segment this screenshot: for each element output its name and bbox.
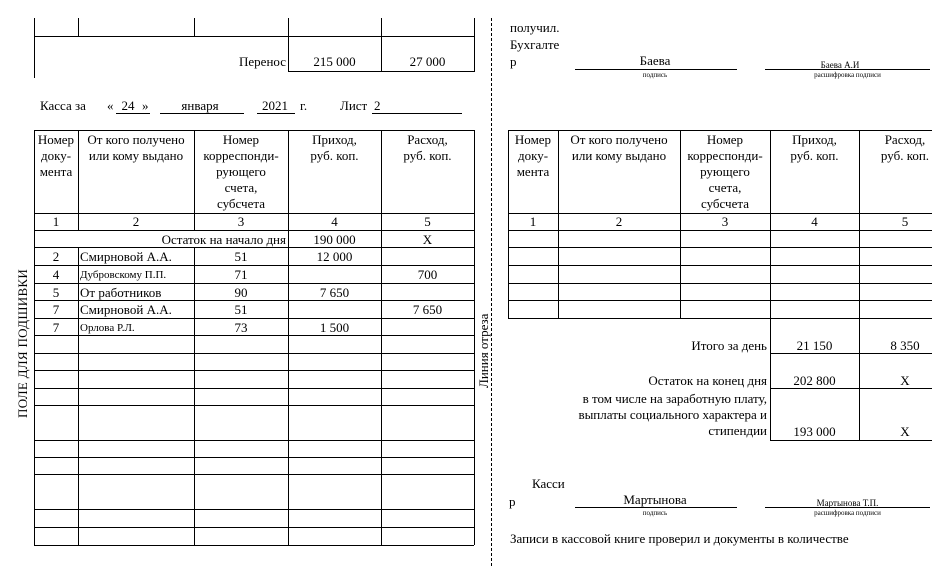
right-header-expense: Расход, руб. коп.	[880, 132, 930, 163]
right-colnum-2: 2	[615, 214, 623, 229]
opening-balance-income: 190 000	[313, 232, 356, 247]
row-3-doc: 5	[52, 285, 60, 300]
accountant-signature-caption: подпись	[642, 71, 668, 79]
left-colnum-2: 2	[132, 214, 140, 229]
row-5-who: Орлова Р.Л.	[80, 322, 135, 334]
day-total-expense: 8 350	[890, 338, 920, 353]
year-value: 2021	[262, 98, 288, 113]
row-4-expense: 7 650	[412, 302, 443, 317]
row-5-account: 73	[234, 320, 248, 335]
including-label: в том числе на заработную плату, выплаты социального характера и стипендии	[578, 391, 767, 438]
month-value: января	[181, 98, 219, 113]
right-colnum-4: 4	[811, 214, 818, 229]
closing-balance-label: Остаток на конец дня	[648, 373, 767, 388]
right-header-income: Приход, руб. коп.	[790, 132, 839, 163]
day-close-quote: »	[142, 98, 149, 113]
right-header-account: Номер корреспонди- рующего счета, субсчета	[687, 132, 763, 211]
transfer-expense: 27 000	[409, 54, 446, 69]
right-colnum-3: 3	[721, 214, 729, 229]
left-colnum-4: 4	[331, 214, 338, 229]
left-colnum-5: 5	[424, 214, 431, 229]
accountant-signature: Баева	[639, 53, 671, 68]
transfer-income: 215 000	[313, 54, 356, 69]
row-4-doc: 7	[52, 302, 60, 317]
accountant-label-2: р	[510, 54, 517, 69]
left-header-income: Приход, руб. коп.	[310, 132, 359, 163]
row-2-doc: 4	[52, 267, 60, 282]
cash-label: Касса за	[40, 98, 86, 113]
row-3-account: 90	[234, 285, 248, 300]
row-1-who: Смирновой А.А.	[80, 249, 172, 264]
right-colnum-1: 1	[529, 214, 537, 229]
transfer-label: Перенос	[239, 54, 286, 69]
left-colnum-3: 3	[237, 214, 245, 229]
row-2-who: Дубровскому П.П.	[80, 269, 167, 281]
row-1-account: 51	[234, 249, 248, 264]
opening-balance-label: Остаток на начало дня	[161, 232, 286, 247]
row-3-who: От работников	[80, 285, 162, 300]
left-header-doc-number: Номер доку- мента	[37, 132, 75, 179]
sheet-value: 2	[374, 98, 381, 113]
day-open-quote: «	[107, 98, 114, 113]
cashier-label-2: р	[509, 494, 516, 509]
day-value: 24	[121, 98, 135, 113]
cashier-signature: Мартынова	[623, 492, 687, 507]
left-colnum-1: 1	[52, 214, 60, 229]
row-1-income: 12 000	[316, 249, 353, 264]
row-4-account: 51	[234, 302, 248, 317]
left-header-account: Номер корреспонди- рующего счета, субсчета	[203, 132, 279, 211]
cashier-decode-caption: расшифровка подписи	[814, 509, 881, 517]
left-header-expense: Расход, руб. коп.	[403, 132, 452, 163]
footer-text: Записи в кассовой книге проверил и документы в количестве	[510, 531, 849, 546]
right-colnum-5: 5	[901, 214, 909, 229]
received-label: получил.	[510, 20, 560, 35]
cashier-signature-caption: подпись	[642, 509, 668, 517]
signature-field-label: ПОЛЕ ДЛЯ ПОДШИВКИ	[15, 268, 30, 418]
right-header-doc-number: Номер доку- мента	[514, 132, 552, 179]
accountant-label-1: Бухгалте	[510, 37, 560, 52]
year-suffix: г.	[300, 98, 308, 113]
row-5-income: 1 500	[319, 320, 350, 335]
row-2-account: 71	[234, 267, 248, 282]
day-total-income: 21 150	[796, 338, 833, 353]
day-total-label: Итого за день	[691, 338, 767, 353]
cashier-decode: Мартынова Т.П.	[816, 498, 879, 508]
row-1-doc: 2	[52, 249, 60, 264]
closing-balance-expense: X	[900, 373, 910, 388]
including-expense: X	[900, 424, 910, 439]
row-5-doc: 7	[52, 320, 60, 335]
cashier-label-1: Касси	[532, 476, 565, 491]
including-income: 193 000	[793, 424, 836, 439]
cut-line-label: Линия отреза	[476, 313, 491, 388]
right-header-who: От кого получено или кому выдано	[570, 132, 668, 163]
accountant-decode-caption: расшифровка подписи	[814, 71, 881, 79]
row-2-expense: 700	[417, 267, 438, 282]
opening-balance-expense: X	[422, 232, 433, 247]
left-header-who: От кого получено или кому выдано	[87, 132, 185, 163]
closing-balance-income: 202 800	[793, 373, 836, 388]
row-3-income: 7 650	[319, 285, 350, 300]
sheet-label: Лист	[340, 98, 368, 113]
row-4-who: Смирновой А.А.	[80, 302, 172, 317]
accountant-decode: Баева А.И	[820, 60, 860, 70]
